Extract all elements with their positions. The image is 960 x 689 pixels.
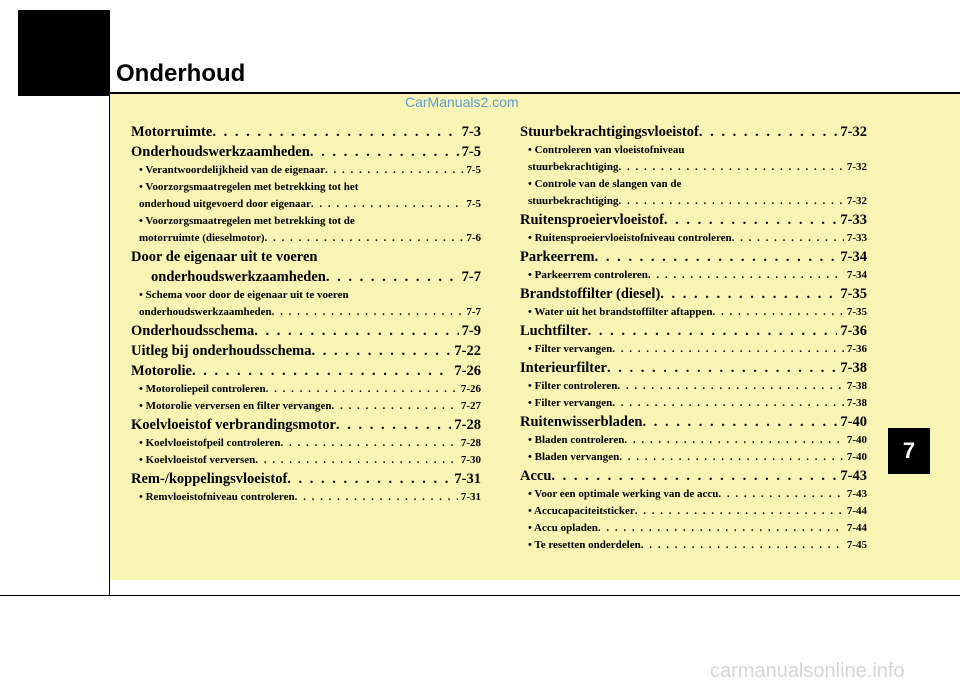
chapter-tab[interactable]: 7	[888, 428, 930, 474]
toc-entry[interactable]: Brandstoffilter (diesel) . . . 7-35	[520, 284, 867, 304]
toc-subentry[interactable]: • Te resetten onderdelen . . . 7-45	[520, 537, 867, 554]
toc-subentry[interactable]: • Parkeerrem controleren . . . 7-34	[520, 267, 867, 284]
watermark: CarManuals2.com	[405, 94, 519, 110]
toc-subentry[interactable]: • Filter vervangen . . . 7-36	[520, 341, 867, 358]
page-title: Onderhoud	[116, 60, 246, 87]
toc-entry[interactable]: Ruitenwisserbladen . . . 7-40	[520, 412, 867, 432]
toc-column-right	[520, 122, 867, 554]
toc-subentry[interactable]: motorruimte (dieselmotor) . . . 7-6	[131, 230, 481, 247]
toc-entry[interactable]: onderhoudswerkzaamheden . . . 7-7	[131, 267, 481, 287]
chapter-header-block	[18, 10, 109, 96]
toc-subentry[interactable]: • Accu opladen . . . 7-44	[520, 520, 867, 537]
toc-subentry-line: • Controle van de slangen van de	[528, 178, 682, 190]
toc-subentry[interactable]: • Motorolie verversen en filter vervangen . . . 7-27	[131, 398, 481, 415]
toc-entry[interactable]: Motorruimte . . . 7-3	[131, 122, 481, 142]
toc-subentry[interactable]: • Koelvloeistof verversen . . . 7-30	[131, 452, 481, 469]
toc-entry-line: Door de eigenaar uit te voeren	[131, 249, 318, 265]
toc-subentry[interactable]: • Filter vervangen . . . 7-38	[520, 395, 867, 412]
toc-subentry[interactable]: stuurbekrachtiging . . . 7-32	[520, 193, 867, 210]
toc-subentry-line: • Voorzorgsmaatregelen met betrekking tot het	[139, 181, 359, 193]
toc-subentry[interactable]: onderhoud uitgevoerd door eigenaar . . . 7-5	[131, 196, 481, 213]
toc-subentry-line: • Schema voor door de eigenaar uit te voeren	[139, 289, 349, 301]
toc-subentry[interactable]: • Accucapaciteitsticker . . . 7-44	[520, 503, 867, 520]
toc-entry[interactable]: Motorolie . . . 7-26	[131, 361, 481, 381]
toc-entry[interactable]: Rem-/koppelingsvloeistof . . . 7-31	[131, 469, 481, 489]
toc-subentry[interactable]: • Ruitensproeiervloeistofniveau controleren . . . 7-33	[520, 230, 867, 247]
toc-subentry[interactable]: • Remvloeistofniveau controleren . . . 7-31	[131, 489, 481, 506]
header-rule	[109, 92, 960, 94]
toc-subentry[interactable]: • Water uit het brandstoffilter aftappen . . . 7-35	[520, 304, 867, 321]
toc-entry[interactable]: Koelvloeistof verbrandingsmotor . . . 7-28	[131, 415, 481, 435]
toc-entry[interactable]: Onderhoudsschema . . . 7-9	[131, 321, 481, 341]
toc-entry[interactable]: Onderhoudswerkzaamheden . . . 7-5	[131, 142, 481, 162]
toc-subentry-line: • Voorzorgsmaatregelen met betrekking tot de	[139, 215, 355, 227]
toc-subentry[interactable]: • Voor een optimale werking van de accu . . . 7-43	[520, 486, 867, 503]
toc-entry[interactable]: Parkeerrem . . . 7-34	[520, 247, 867, 267]
toc-entry[interactable]: Accu . . . 7-43	[520, 466, 867, 486]
toc-subentry[interactable]: • Filter controleren . . . 7-38	[520, 378, 867, 395]
bottom-watermark: carmanualsonline.info	[710, 660, 905, 682]
toc-entry[interactable]: Interieurfilter . . . 7-38	[520, 358, 867, 378]
toc-subentry[interactable]: • Bladen vervangen . . . 7-40	[520, 449, 867, 466]
toc-subentry[interactable]: onderhoudswerkzaamheden . . . 7-7	[131, 304, 481, 321]
toc-subentry[interactable]: stuurbekrachtiging . . . 7-32	[520, 159, 867, 176]
toc-subentry[interactable]: • Motoroliepeil controleren . . . 7-26	[131, 381, 481, 398]
toc-entry[interactable]: Ruitensproeiervloeistof . . . 7-33	[520, 210, 867, 230]
toc-entry[interactable]: Stuurbekrachtigingsvloeistof . . . 7-32	[520, 122, 867, 142]
toc-subentry[interactable]: • Bladen controleren . . . 7-40	[520, 432, 867, 449]
toc-column-left	[131, 122, 481, 506]
toc-subentry-line: • Controleren van vloeistofniveau	[528, 144, 685, 156]
footer-rule	[0, 595, 960, 596]
toc-subentry[interactable]: • Verantwoordelijkheid van de eigenaar . . . 7-5	[131, 162, 481, 179]
toc-entry[interactable]: Uitleg bij onderhoudsschema . . . 7-22	[131, 341, 481, 361]
toc-subentry[interactable]: • Koelvloeistofpeil controleren . . . 7-28	[131, 435, 481, 452]
toc-entry[interactable]: Luchtfilter . . . 7-36	[520, 321, 867, 341]
